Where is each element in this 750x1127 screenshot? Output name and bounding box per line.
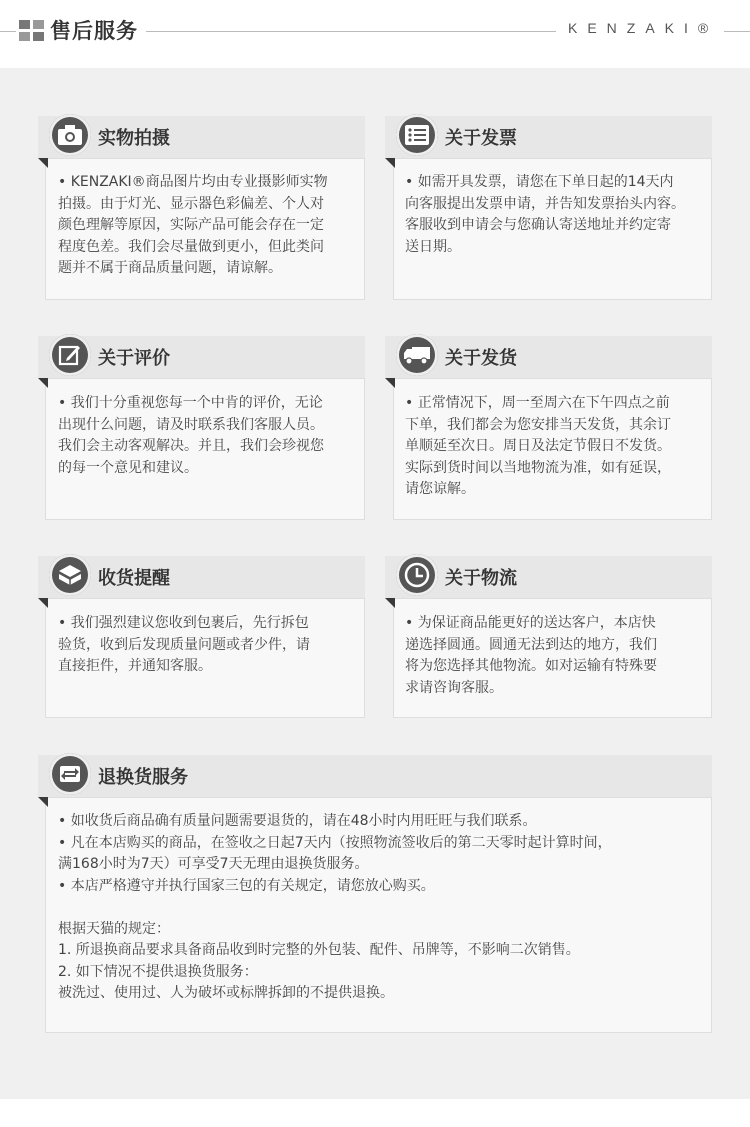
ribbon-fold xyxy=(38,598,48,608)
text-line: 拍摄。由于灯光、显示器色彩偏差、个人对 xyxy=(58,195,324,212)
ribbon-fold xyxy=(38,378,48,388)
card-shipping-body xyxy=(405,393,671,501)
text-line: 请您谅解。 xyxy=(405,481,475,497)
card-returns-body xyxy=(58,811,612,1005)
card-shipping-title: 关于发货 xyxy=(445,348,517,369)
text-line: 2. 如下情况不提供退换货服务： xyxy=(58,963,258,980)
text-line: • 如需开具发票，请您在下单日起的14天内 xyxy=(405,174,674,190)
divider-left xyxy=(0,31,16,32)
text-line: 递选择圆通。圆通无法到达的地方，我们 xyxy=(405,636,657,653)
text-line: 求请咨询客服。 xyxy=(405,679,503,696)
text-line: • KENZAKI®商品图片均由专业摄影师实物 xyxy=(58,174,328,190)
card-returns-header xyxy=(38,755,712,797)
text-line: • 正常情况下，周一至周六在下午四点之前 xyxy=(405,395,670,411)
package-icon xyxy=(49,554,91,596)
ribbon-fold xyxy=(385,158,395,168)
text-line: 向客服提出发票申请，并告知发票抬头内容。 xyxy=(405,195,685,212)
spacer-line xyxy=(58,897,612,919)
text-line: 我们会主动客观解决。并且，我们会珍视您 xyxy=(58,438,324,454)
top-bar xyxy=(0,0,750,62)
edit-icon xyxy=(49,334,91,376)
card-photo-title: 实物拍摄 xyxy=(98,128,170,149)
card-returns-title: 退换货服务 xyxy=(98,767,188,788)
truck-icon xyxy=(396,334,438,376)
text-line: 出现什么问题，请及时联系我们客服人员。 xyxy=(58,416,324,433)
text-line: 1. 所退换商品要求具备商品收到时完整的外包装、配件、吊牌等，不影响二次销售。 xyxy=(58,942,580,958)
text-line: • 为保证商品能更好的送达客户，本店快 xyxy=(405,615,656,631)
card-review-body xyxy=(58,393,324,479)
text-line: 客服收到申请会与您确认寄送地址并约定寄 xyxy=(405,217,671,233)
text-line: 颜色理解等原因，实际产品可能会存在一定 xyxy=(58,217,324,233)
card-receipt-title: 收货提醒 xyxy=(98,568,170,589)
divider-right xyxy=(724,31,750,32)
card-invoice-title: 关于发票 xyxy=(445,128,517,149)
camera-icon xyxy=(49,114,91,156)
grid-icon xyxy=(19,20,45,42)
text-line: 直接拒件，并通知客服。 xyxy=(58,658,212,674)
text-line: 将为您选择其他物流。如对运输有特殊要 xyxy=(405,658,657,674)
divider-middle xyxy=(146,31,556,32)
invoice-list-icon xyxy=(396,114,438,156)
card-invoice-body xyxy=(405,172,685,258)
brand-logo: KENZAKI® xyxy=(568,20,719,36)
text-line: • 凡在本店购买的商品，在签收之日起7天内（按照物流签收后的第二天零时起计算时间， xyxy=(58,834,612,851)
text-line: 程度色差。我们会尽量做到更小，但此类问 xyxy=(58,238,324,255)
text-line: 的每一个意见和建议。 xyxy=(58,459,198,476)
text-line: 满168小时为7天）可享受7天无理由退换货服务。 xyxy=(58,856,369,872)
exchange-icon xyxy=(49,753,91,795)
text-line: 被洗过、使用过、人为破坏或标牌拆卸的不提供退换。 xyxy=(58,985,394,1001)
card-logistics-body xyxy=(405,613,657,699)
page-footer-space xyxy=(0,1099,750,1127)
text-line: 单顺延至次日。周日及法定节假日不发货。 xyxy=(405,438,671,454)
text-line: 实际到货时间以当地物流为准，如有延误， xyxy=(405,459,671,476)
ribbon-fold xyxy=(38,797,48,807)
card-receipt-body xyxy=(58,613,310,678)
card-photo-body xyxy=(58,172,328,280)
clock-icon xyxy=(396,554,438,596)
ribbon-fold xyxy=(38,158,48,168)
text-line: • 我们强烈建议您收到包裹后，先行拆包 xyxy=(58,615,309,631)
text-line: • 如收货后商品确有质量问题需要退货的，请在48小时内用旺旺与我们联系。 xyxy=(58,813,537,829)
text-line: 根据天猫的规定： xyxy=(58,920,170,937)
text-line: 题并不属于商品质量问题，请谅解。 xyxy=(58,260,282,276)
text-line: 下单，我们都会为您安排当天发货，其余订 xyxy=(405,416,671,433)
card-logistics-title: 关于物流 xyxy=(445,568,517,589)
card-review-title: 关于评价 xyxy=(98,348,170,369)
text-line: 送日期。 xyxy=(405,238,461,255)
ribbon-fold xyxy=(385,598,395,608)
page-title: 售后服务 xyxy=(50,19,138,43)
text-line: • 我们十分重视您每一个中肯的评价，无论 xyxy=(58,395,323,411)
ribbon-fold xyxy=(385,378,395,388)
text-line: • 本店严格遵守并执行国家三包的有关规定，请您放心购买。 xyxy=(58,877,435,894)
text-line: 验货，收到后发现质量问题或者少件，请 xyxy=(58,636,310,653)
